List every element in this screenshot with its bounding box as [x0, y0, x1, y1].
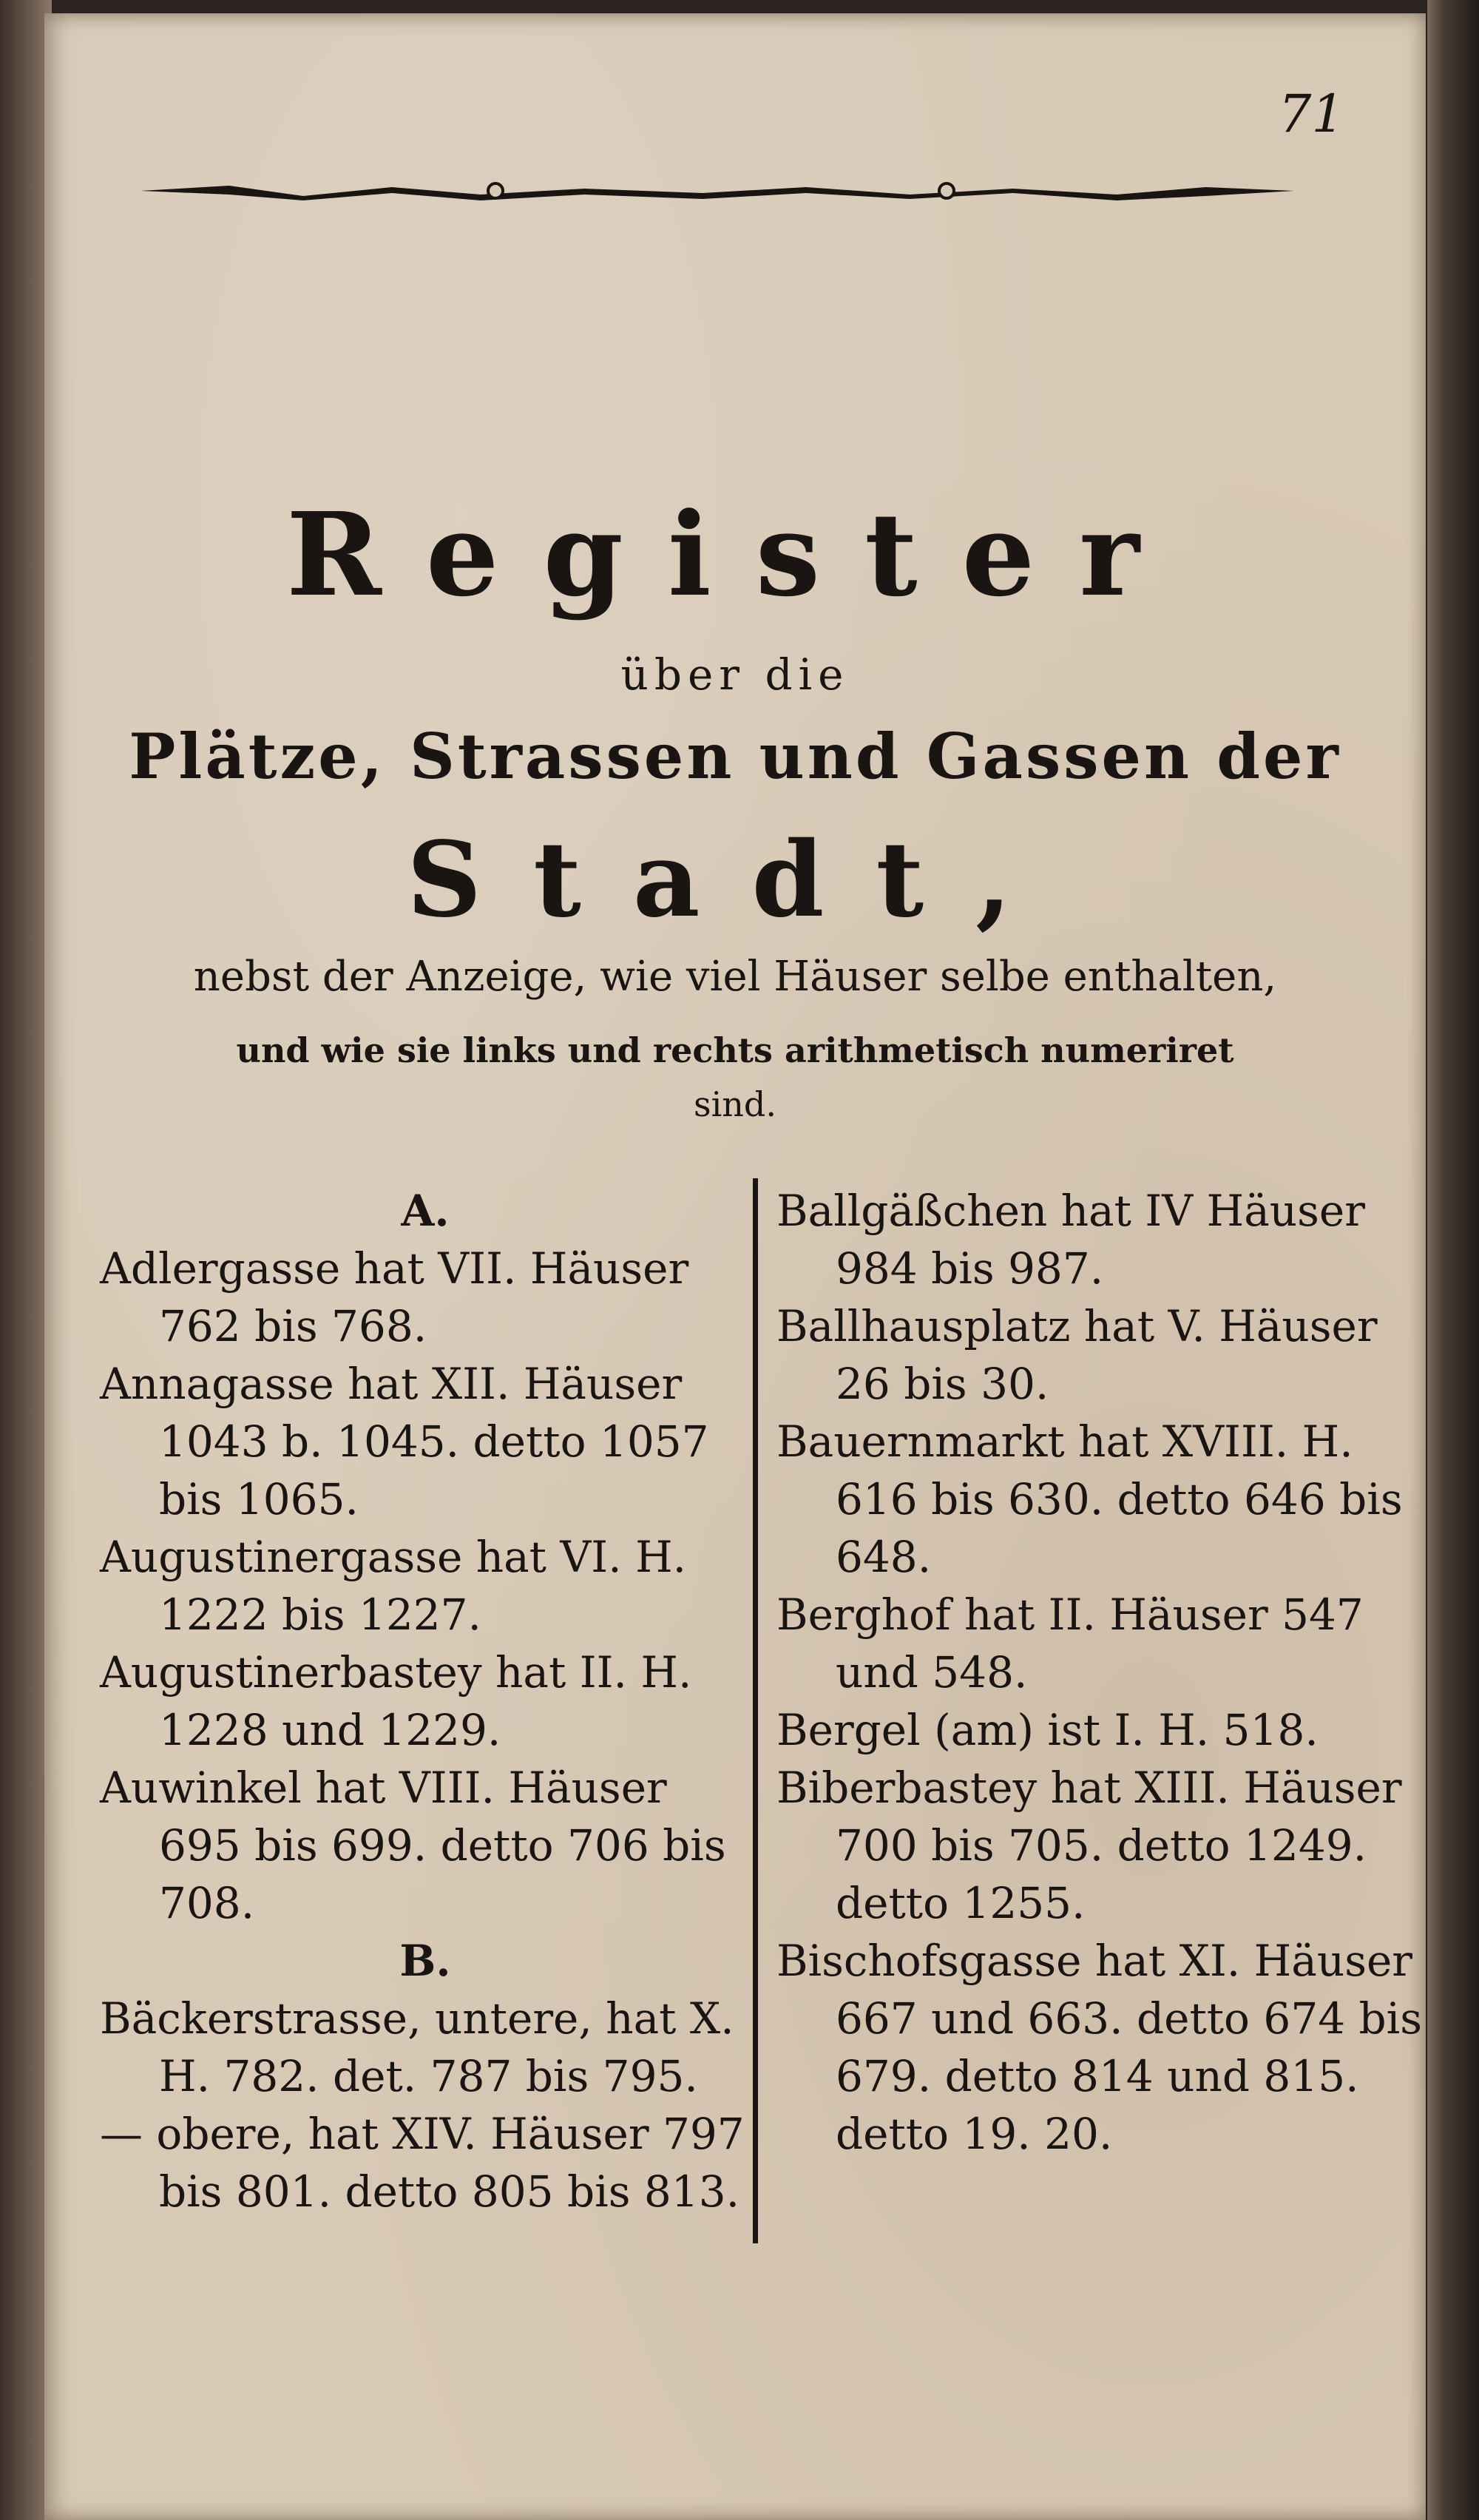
register-entry: Ballhausplatz hat V. Häuser 26 bis 30.	[776, 1301, 1378, 1409]
register-entry: Bauernmarkt hat XVIII. H. 616 bis 630. detto 646 bis 648.	[776, 1416, 1403, 1582]
heading-stadt: Stadt,	[407, 820, 1063, 941]
section-letter-b: B.	[399, 1936, 451, 1986]
subtitle: über die	[620, 649, 850, 700]
right-column	[776, 1182, 1427, 2163]
register-entry: Bischofsgasse hat XI. Häuser 667 und 663. detto 674 bis 679. detto 814 und 815. detto 19. 20.	[776, 1936, 1422, 2159]
heading-line: Plätze, Strassen und Gassen der	[129, 720, 1341, 793]
register-entry: Adlergasse hat VII. Häuser 762 bis 768.	[100, 1243, 689, 1351]
register-entry: Bergel (am) ist I. H. 518.	[776, 1705, 1319, 1755]
register-entry: — obere, hat XIV. Häuser 797 bis 801. detto 805 bis 813.	[100, 2109, 745, 2217]
ornament-rule-icon	[141, 158, 1294, 224]
register-entry: Annagasse hat XII. Häuser 1043 b. 1045. detto 1057 bis 1065.	[100, 1359, 709, 1524]
page-number: 71	[1278, 84, 1344, 144]
page-title: Register	[286, 487, 1184, 622]
register-entry: Augustinergasse hat VI. H. 1222 bis 1227.	[100, 1532, 687, 1640]
column-divider	[753, 1178, 758, 2243]
register-entry: Biberbastey hat XIII. Häuser 700 bis 705. detto 1249. detto 1255.	[776, 1763, 1402, 1928]
description-line-2: und wie sie links und rechts arithmetisch numeriret	[236, 1030, 1234, 1070]
description-line-3: sind.	[693, 1084, 776, 1124]
register-entry: Bäckerstrasse, untere, hat X. H. 782. det. 787 bis 795.	[100, 1993, 734, 2101]
register-entry: Berghof hat II. Häuser 547 und 548.	[776, 1590, 1364, 1698]
left-column	[100, 1182, 751, 2220]
description-line-1: nebst der Anzeige, wie viel Häuser selbe enthalten,	[193, 953, 1277, 1001]
register-entry: Auwinkel hat VIII. Häuser 695 bis 699. detto 706 bis 708.	[100, 1763, 726, 1928]
book-spine-right	[1427, 0, 1479, 2520]
register-entry: Ballgäßchen hat IV Häuser 984 bis 987.	[776, 1186, 1365, 1294]
book-page	[44, 13, 1426, 2520]
section-letter-a: A.	[401, 1186, 450, 1236]
register-entry: Augustinerbastey hat II. H. 1228 und 1229.	[100, 1647, 692, 1755]
